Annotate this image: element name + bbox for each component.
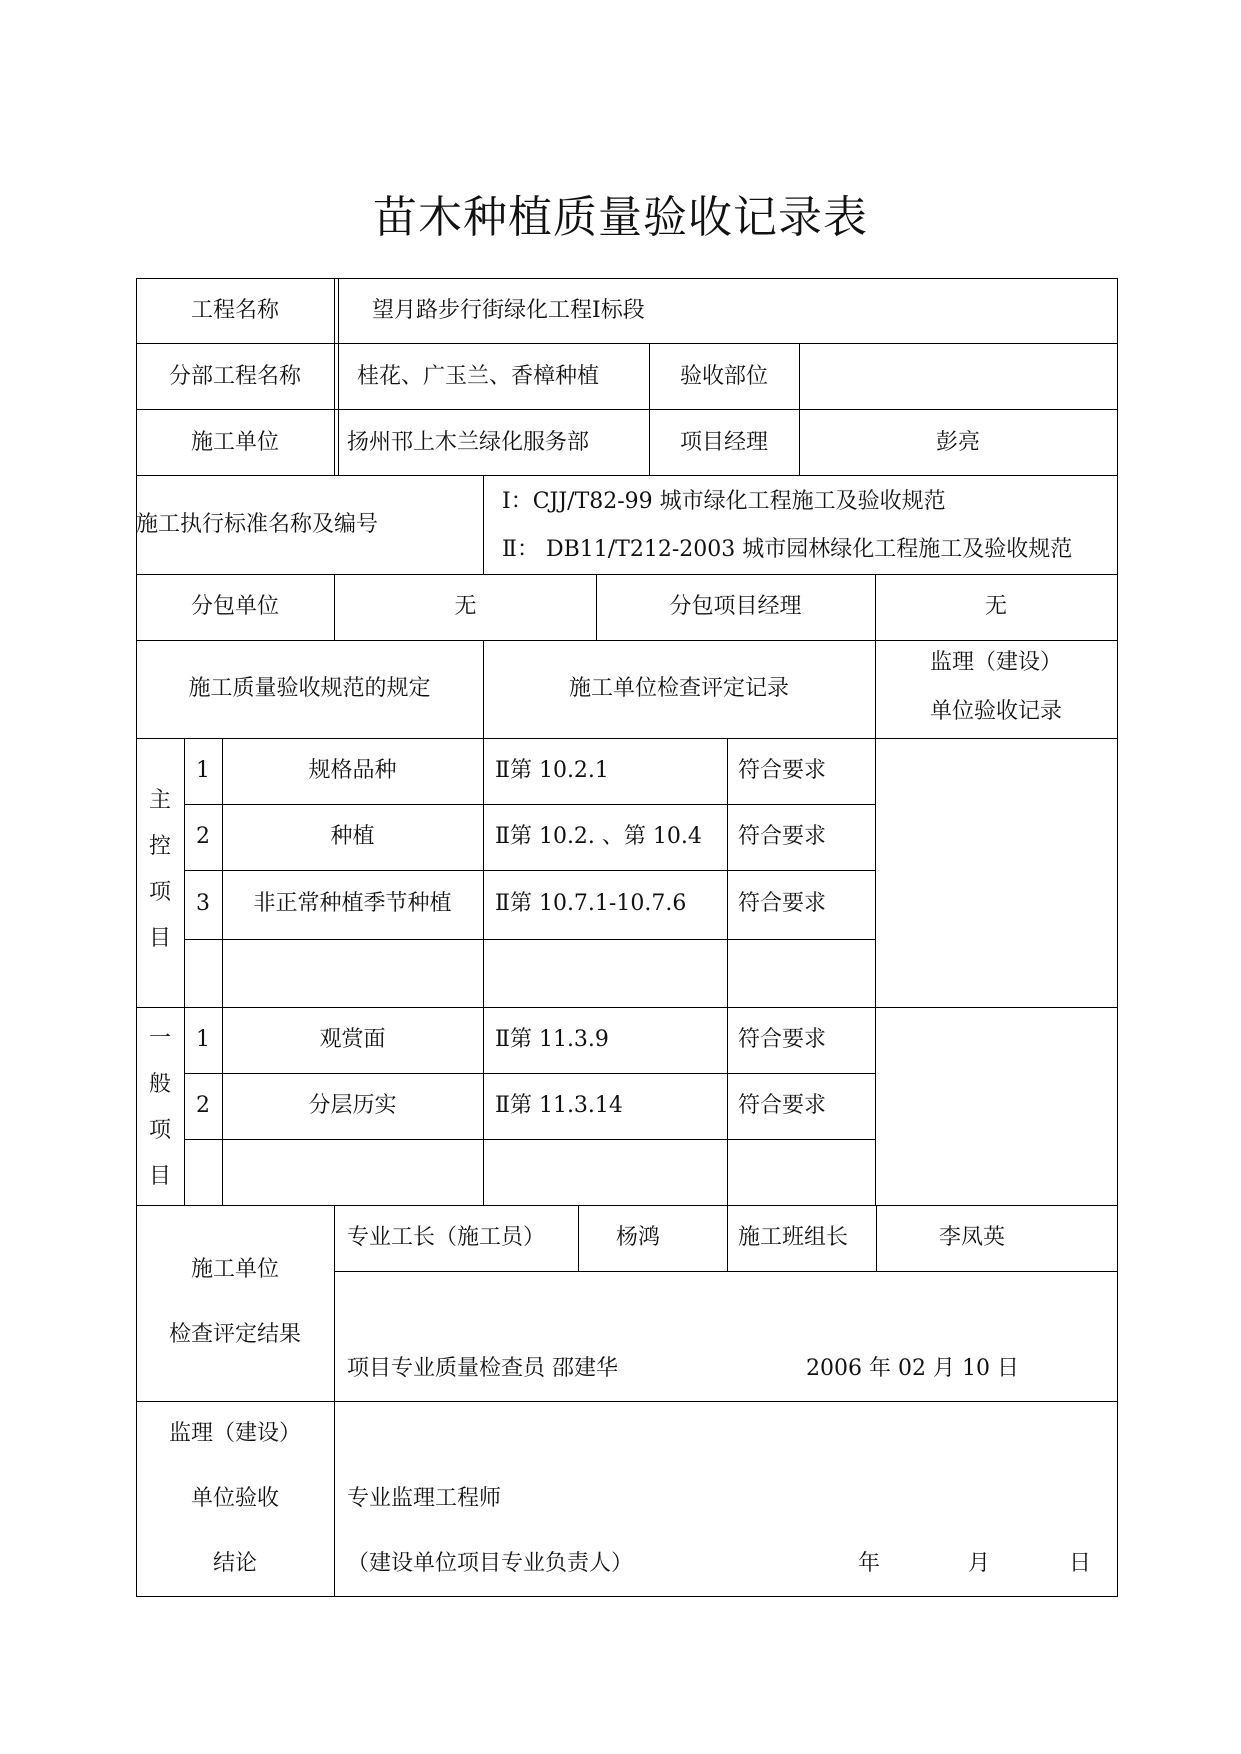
supervision-header-line-2: 单位验收记录 [929, 699, 1062, 724]
row-line [136, 574, 1118, 575]
main-row-item: 种植 [330, 824, 375, 849]
general-items-char: 项 [148, 1118, 171, 1143]
project-label: 工程名称 [190, 298, 279, 323]
main-row-item: 规格品种 [308, 758, 397, 783]
date-month: 月 [968, 1551, 991, 1576]
date-day: 日 [1069, 1551, 1092, 1576]
row-line [136, 278, 1118, 279]
record-header: 施工单位检查评定记录 [568, 676, 789, 701]
row-line [136, 475, 1118, 476]
col-line [727, 738, 728, 1205]
supervision-label-line-2: 单位验收 [190, 1486, 279, 1511]
row-line [184, 939, 876, 940]
row-line [184, 1139, 876, 1140]
general-row-clause: Ⅱ第 11.3.9 [495, 1027, 609, 1052]
foreman-value: 杨鸿 [615, 1225, 660, 1250]
col-line [136, 278, 137, 1597]
row-line [136, 409, 1118, 410]
main-control-char: 目 [148, 926, 171, 951]
main-row-clause: Ⅱ第 10.2. 、第 10.4 [495, 824, 702, 849]
col-line [222, 738, 223, 1205]
general-row-clause: Ⅱ第 11.3.14 [495, 1093, 623, 1118]
col-line [875, 738, 876, 1205]
col-line [727, 1205, 728, 1271]
subproject-value: 桂花、广玉兰、香樟种植 [357, 364, 600, 389]
supervision-label-line-1: 监理（建设） [168, 1421, 301, 1446]
subproject-label: 分部工程名称 [168, 364, 301, 389]
project-value: 望月路步行街绿化工程Ⅰ标段 [372, 298, 645, 323]
main-control-char: 主 [148, 788, 171, 813]
row-line [136, 1007, 1118, 1008]
acceptance-part-label: 验收部位 [679, 364, 768, 389]
col-line [1117, 278, 1118, 1597]
subcontract-label: 分包单位 [190, 594, 279, 619]
general-items-char: 般 [148, 1072, 171, 1097]
owner-representative-label: （建设单位项目专业负责人） [347, 1551, 634, 1576]
general-items-label [140, 1016, 180, 1200]
main-row-result: 符合要求 [738, 824, 827, 849]
standard-line-1: Ⅰ：CJJ/T82-99 城市绿化工程施工及验收规范 [502, 489, 946, 514]
general-items-char: 一 [148, 1026, 171, 1051]
main-control-char: 控 [148, 834, 171, 859]
inspection-date: 2006 年 02 月 10 日 [806, 1356, 1019, 1381]
col-line [483, 738, 484, 1205]
col-line [334, 1205, 335, 1597]
row-line [136, 343, 1118, 344]
general-row-no: 2 [196, 1093, 210, 1118]
main-row-result: 符合要求 [738, 758, 827, 783]
quality-inspector: 项目专业质量检查员 邵建华 [347, 1356, 618, 1381]
contractor-label: 施工单位 [190, 430, 279, 455]
general-row-item: 分层历实 [308, 1093, 397, 1118]
main-row-no: 1 [196, 758, 210, 783]
team-leader-label: 施工班组长 [738, 1225, 849, 1250]
spec-header: 施工质量验收规范的规定 [188, 676, 431, 701]
general-row-result: 符合要求 [738, 1027, 827, 1052]
row-line [184, 1073, 876, 1074]
col-line [334, 278, 335, 475]
project-manager-label: 项目经理 [679, 430, 768, 455]
row-line [335, 1271, 1118, 1272]
subcontract-manager-label: 分包项目经理 [669, 594, 802, 619]
subcontract-manager-value: 无 [984, 594, 1007, 619]
col-line [184, 738, 185, 1205]
supervising-engineer-label: 专业监理工程师 [347, 1486, 502, 1511]
row-line [136, 1596, 1118, 1597]
main-row-clause: Ⅱ第 10.2.1 [495, 758, 609, 783]
main-control-label [140, 778, 180, 962]
main-row-clause: Ⅱ第 10.7.1-10.7.6 [495, 891, 687, 916]
supervision-label-line-3: 结论 [212, 1551, 257, 1576]
project-manager-value: 彭亮 [935, 430, 980, 455]
foreman-label: 专业工长（施工员） [347, 1225, 546, 1250]
main-row-item: 非正常种植季节种植 [253, 891, 452, 916]
general-row-no: 1 [196, 1027, 210, 1052]
row-line [136, 1401, 1118, 1402]
standard-line-2: Ⅱ： DB11/T212-2003 城市园林绿化工程施工及验收规范 [502, 537, 1073, 562]
team-leader-value: 李凤英 [938, 1225, 1005, 1250]
general-items-char: 目 [148, 1164, 171, 1189]
row-line [136, 1205, 1118, 1206]
row-line [184, 804, 876, 805]
col-line [483, 475, 484, 574]
contractor-check-label-line-2: 检查评定结果 [168, 1322, 301, 1347]
row-line [136, 738, 1118, 739]
main-row-no: 2 [196, 824, 210, 849]
main-row-result: 符合要求 [738, 891, 827, 916]
standard-label: 施工执行标准名称及编号 [136, 512, 379, 537]
row-line [184, 870, 876, 871]
contractor-check-label-line-1: 施工单位 [190, 1257, 279, 1282]
subcontract-value: 无 [454, 594, 477, 619]
main-control-char: 项 [148, 880, 171, 905]
general-row-result: 符合要求 [738, 1093, 827, 1118]
col-line [338, 278, 339, 475]
general-row-item: 观赏面 [319, 1027, 386, 1052]
page-title: 苗木种植质量验收记录表 [373, 192, 868, 243]
contractor-value: 扬州邗上木兰绿化服务部 [347, 430, 590, 455]
date-year: 年 [858, 1551, 881, 1576]
row-line [136, 640, 1118, 641]
supervision-header-line-1: 监理（建设） [929, 650, 1062, 675]
main-row-no: 3 [196, 891, 210, 916]
